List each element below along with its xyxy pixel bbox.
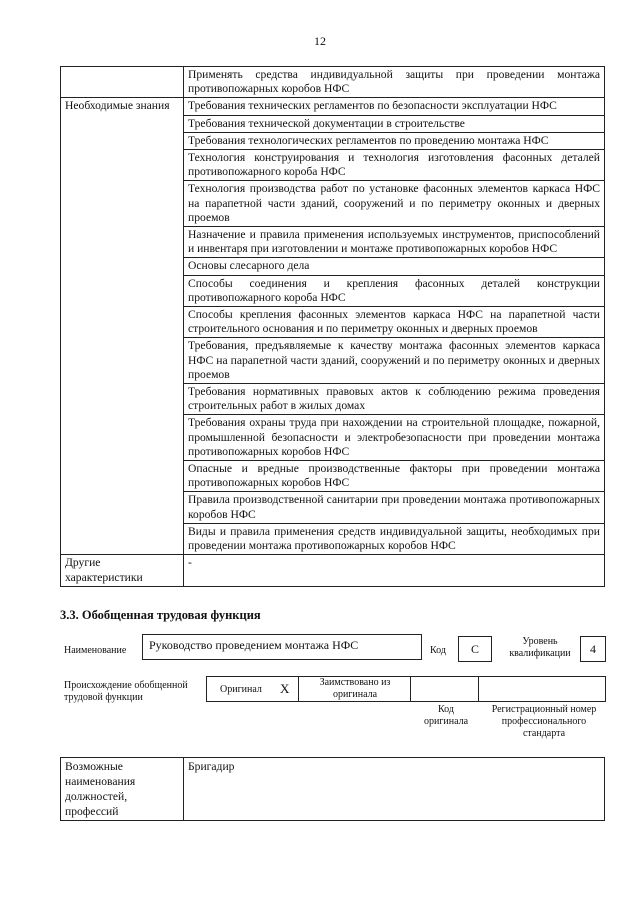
code-label: Код [430,645,446,656]
knowledge-item: Правила производственной санитарии при проведении монтажа противопожарных коробов НФС [184,492,605,523]
empty-label-cell [61,67,184,98]
original-label: Оригинал [220,684,262,695]
positions-label: Возможные наименования должностей, профессий [61,758,184,821]
knowledge-item: Основы слесарного дела [184,258,605,275]
name-label: Наименование [64,645,127,656]
code-value: C [458,636,492,662]
knowledge-item: Требования, предъявляемые к качеству монтажа фасонных элементов каркаса НФС на парапетной части зданий, сооружений и по периметру оконных и дверных проемов [184,338,605,384]
positions-table [60,757,605,821]
original-mark: X [280,681,290,696]
knowledge-table [60,66,605,587]
knowledge-item: Способы соединения и крепления фасонных деталей конструкции противопожарного короба НФС [184,275,605,306]
level-value: 4 [580,636,606,662]
original-code-caption: Код оригинала [423,704,469,727]
divider [478,676,479,702]
table-row [61,98,605,115]
level-label: Уровень квалификации [509,636,571,659]
knowledge-item: Опасные и вредные производственные факторы при проведении монтажа противопожарных коробов НФС [184,461,605,492]
skill-item: Применять средства индивидуальной защиты при проведении монтажа противопожарных коробов НФС [184,67,605,98]
origin-label: Происхождение обобщенной трудовой функции [64,680,188,703]
reg-number-caption: Регистрационный номер профессионального стандарта [491,704,597,739]
borrowed-label: Заимствовано из оригинала [319,677,391,700]
table-row [61,67,605,98]
knowledge-item: Виды и правила применения средств индивидуальной защиты, необходимых при проведении монтажа противопожарных коробов НФС [184,523,605,554]
knowledge-item: Требования технической документации в строительстве [184,115,605,132]
section-title: 3.3. Обобщенная трудовая функция [60,608,261,622]
knowledge-item: Требования технических регламентов по безопасности эксплуатации НФС [184,98,605,115]
positions-value: Бригадир [184,758,605,821]
knowledge-item: Технология конструирования и технология изготовления фасонных деталей противопожарного короба НФС [184,150,605,181]
page-number: 12 [314,34,326,48]
other-value: - [184,555,605,586]
knowledge-label: Необходимые знания [61,98,184,555]
other-label: Другие характеристики [61,555,184,586]
divider [410,676,411,702]
table-row [61,758,605,821]
name-value: Руководство проведением монтажа НФС [142,634,422,660]
knowledge-item: Способы крепления фасонных элементов каркаса НФС на парапетной части строительного основания и по периметру оконных и дверных проемов [184,307,605,338]
knowledge-item: Требования охраны труда при нахождении на строительной площадке, пожарной, промышленной безопасности и электробезопасности при проведении монтажа противопожарных коробов НФС [184,415,605,461]
divider [298,676,299,702]
knowledge-item: Технология производства работ по установке фасонных элементов каркаса НФС на парапетной части зданий, сооружений и по периметру оконных и дверных проемов [184,181,605,227]
knowledge-item: Назначение и правила применения используемых инструментов, приспособлений и инвентаря при изготовлении и монтаже противопожарных коробов НФС [184,227,605,258]
knowledge-item: Требования технологических регламентов по проведению монтажа НФС [184,132,605,149]
knowledge-item: Требования нормативных правовых актов к соблюдению режима проведения строительных работ в жилых домах [184,384,605,415]
table-row [61,555,605,586]
